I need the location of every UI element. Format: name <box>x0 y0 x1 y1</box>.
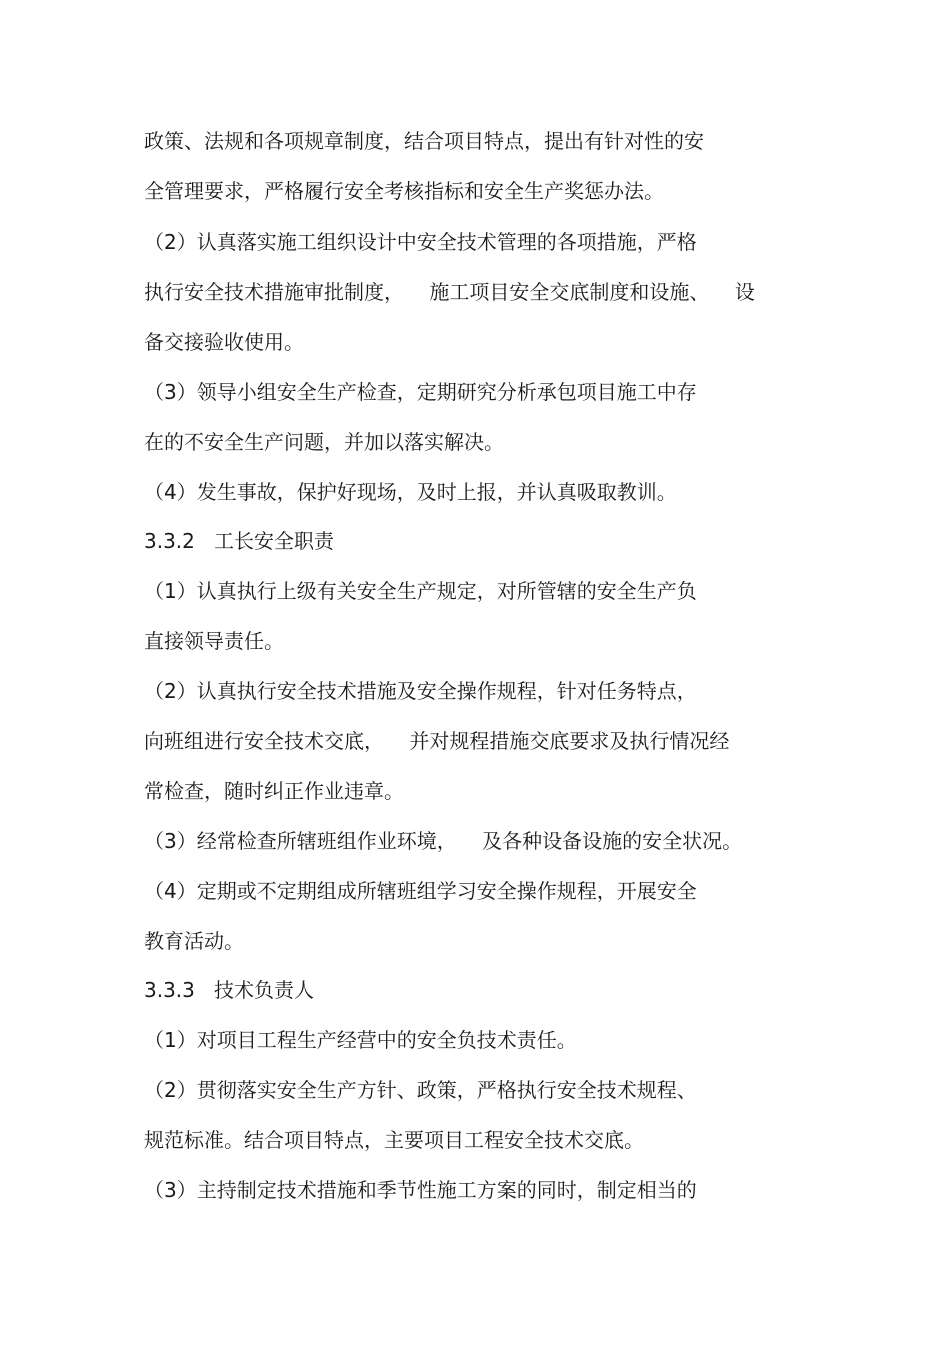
body-text-line: 直接领导责任。 <box>144 629 284 653</box>
body-text-line: （4）定期或不定期组成所辖班组学习安全操作规程，开展安全 <box>144 879 697 903</box>
section-heading: 3.3.2 工长安全职责 <box>144 529 334 553</box>
body-text-line: （2）认真执行安全技术措施及安全操作规程，针对任务特点， <box>144 679 697 703</box>
body-text-line: 常检查，随时纠正作业违章。 <box>144 779 404 803</box>
body-text-line: 规范标准。结合项目特点，主要项目工程安全技术交底。 <box>144 1128 644 1152</box>
body-text-line: （4）发生事故，保护好现场，及时上报，并认真吸取教训。 <box>144 480 677 504</box>
body-text-line: 教育活动。 <box>144 929 244 953</box>
body-text-line: （1）认真执行上级有关安全生产规定，对所管辖的安全生产负 <box>144 579 697 603</box>
body-text-line: （2）贯彻落实安全生产方针、政策，严格执行安全技术规程、 <box>144 1078 697 1102</box>
section-heading: 3.3.3 技术负责人 <box>144 978 314 1002</box>
body-text-line: （1）对项目工程生产经营中的安全负技术责任。 <box>144 1028 577 1052</box>
body-text-line: 全管理要求，严格履行安全考核指标和安全生产奖惩办法。 <box>144 179 664 203</box>
body-text-line: 备交接验收使用。 <box>144 330 304 354</box>
body-text-line: 向班组进行安全技术交底， 并对规程措施交底要求及执行情况经 <box>144 729 730 753</box>
body-text-line: 执行安全技术措施审批制度， 施工项目安全交底制度和设施、 设 <box>144 280 755 304</box>
body-text-line: （3）领导小组安全生产检查，定期研究分析承包项目施工中存 <box>144 380 697 404</box>
body-text-line: 政策、法规和各项规章制度，结合项目特点，提出有针对性的安 <box>144 129 704 153</box>
body-text-line: （3）经常检查所辖班组作业环境， 及各种设备设施的安全状况。 <box>144 829 743 853</box>
body-text-line: （3）主持制定技术措施和季节性施工方案的同时，制定相当的 <box>144 1178 697 1202</box>
body-text-line: （2）认真落实施工组织设计中安全技术管理的各项措施，严格 <box>144 230 697 254</box>
body-text-line: 在的不安全生产问题，并加以落实解决。 <box>144 430 504 454</box>
